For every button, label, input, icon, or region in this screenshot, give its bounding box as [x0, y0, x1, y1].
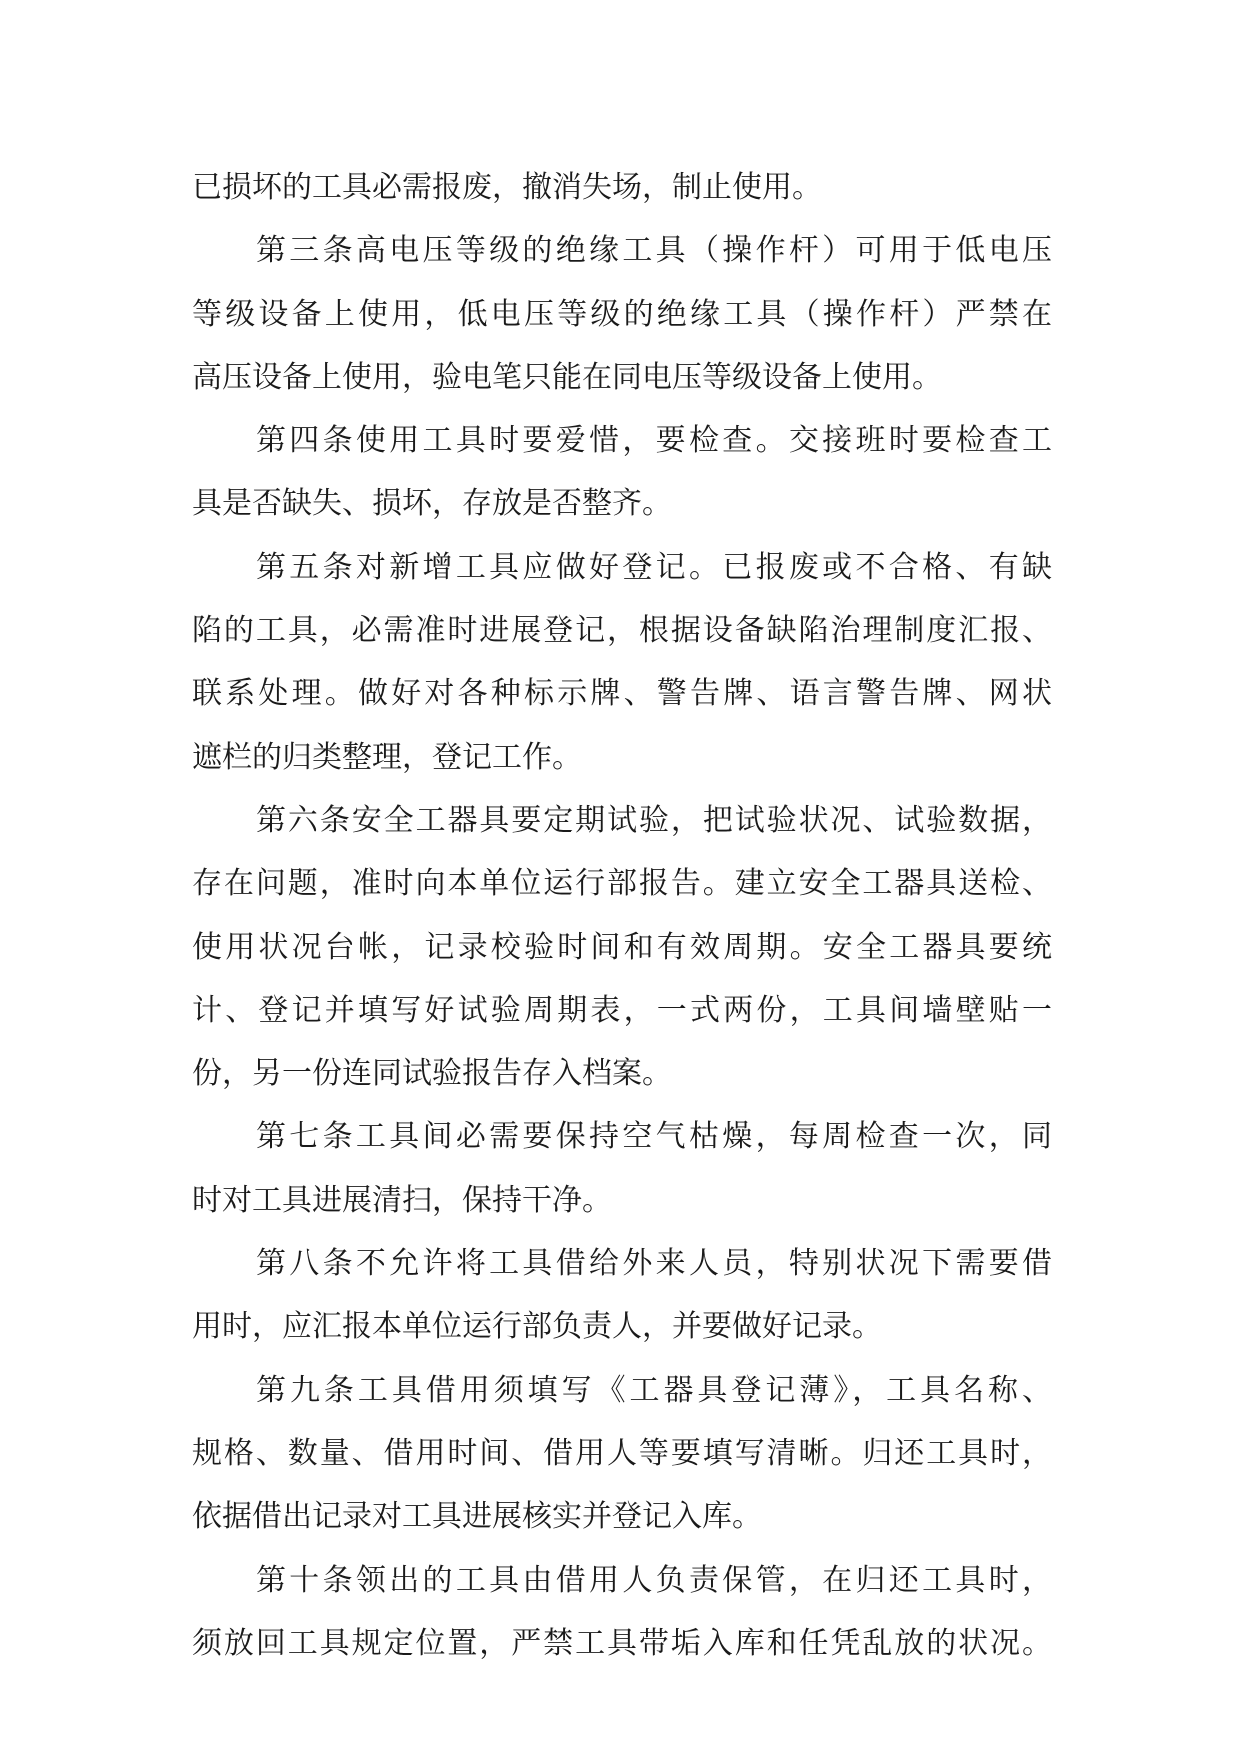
text-line: 遮栏的归类整理，登记工作。 — [192, 739, 582, 775]
text-line: 高压设备上使用，验电笔只能在同电压等级设备上使用。 — [192, 359, 942, 395]
text-line: 联系处理。做好对各种标示牌、警告牌、语言警告牌、网状 — [192, 676, 1052, 712]
text-line: 第五条对新增工具应做好登记。已报废或不合格、有缺 — [256, 549, 1052, 585]
text-line: 存在问题，准时向本单位运行部报告。建立安全工器具送检、 — [192, 866, 1052, 902]
text-line: 计、登记并填写好试验周期表，一式两份，工具间墙壁贴一 — [192, 992, 1052, 1028]
text-line: 第三条高电压等级的绝缘工具（操作杆）可用于低电压 — [256, 233, 1052, 269]
text-line: 第六条安全工器具要定期试验，把试验状况、试验数据， — [256, 802, 1052, 838]
text-line: 规格、数量、借用时间、借用人等要填写清晰。归还工具时， — [192, 1435, 1052, 1471]
text-line: 具是否缺失、损坏，存放是否整齐。 — [192, 486, 672, 522]
text-line: 时对工具进展清扫，保持干净。 — [192, 1182, 612, 1218]
text-line: 第八条不允许将工具借给外来人员，特别状况下需要借 — [256, 1246, 1052, 1282]
text-line: 第九条工具借用须填写《工器具登记薄》，工具名称、 — [256, 1372, 1052, 1408]
text-line: 用时，应汇报本单位运行部负责人，并要做好记录。 — [192, 1309, 882, 1345]
text-line: 依据借出记录对工具进展核实并登记入库。 — [192, 1499, 762, 1535]
text-line: 第十条领出的工具由借用人负责保管，在归还工具时， — [256, 1562, 1052, 1598]
text-line: 份，另一份连同试验报告存入档案。 — [192, 1056, 672, 1092]
text-line: 等级设备上使用，低电压等级的绝缘工具（操作杆）严禁在 — [192, 296, 1052, 332]
document-body — [192, 156, 1052, 1675]
text-line: 第七条工具间必需要保持空气枯燥，每周检查一次，同 — [256, 1119, 1052, 1155]
text-line: 陷的工具，必需准时进展登记，根据设备缺陷治理制度汇报、 — [192, 613, 1052, 649]
text-line: 须放回工具规定位置，严禁工具带垢入库和任凭乱放的状况。 — [192, 1625, 1052, 1661]
text-line: 使用状况台帐，记录校验时间和有效周期。安全工器具要统 — [192, 929, 1052, 965]
text-line: 已损坏的工具必需报废，撤消失场，制止使用。 — [192, 170, 822, 205]
text-line: 第四条使用工具时要爱惜，要检查。交接班时要检查工 — [256, 423, 1052, 459]
